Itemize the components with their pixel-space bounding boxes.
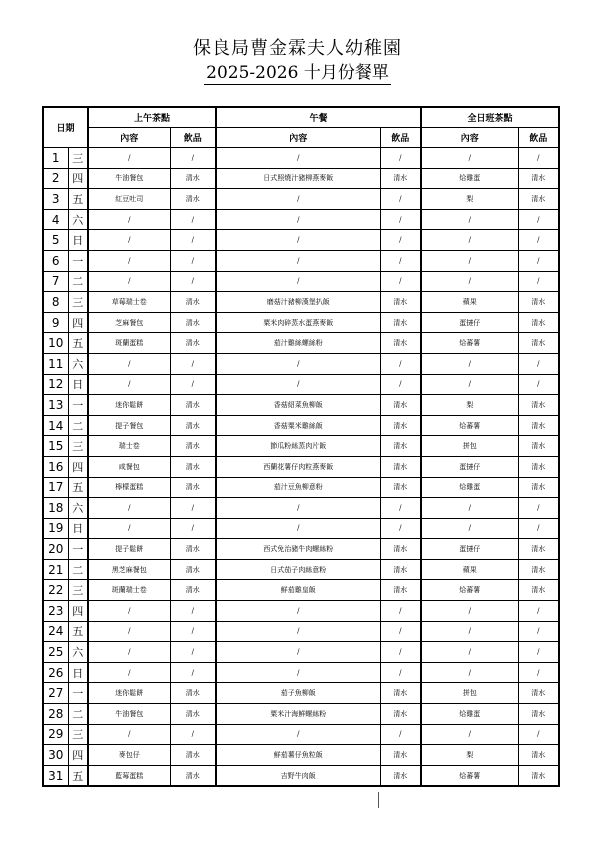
afternoon-snack-cell: / [421, 662, 518, 683]
weekday-cell: 四 [68, 312, 88, 333]
day-number-cell: 30 [43, 745, 68, 766]
day-number-cell: 4 [43, 209, 68, 230]
table-row [43, 601, 559, 622]
afternoon-snack-cell: / [421, 642, 518, 663]
day-number-cell: 14 [43, 415, 68, 436]
afternoon-snack-cell: / [421, 353, 518, 374]
lunch-drink-cell: / [380, 209, 421, 230]
morning-snack-cell: 迷你鬆餅 [88, 683, 170, 704]
weekday-cell: 二 [68, 271, 88, 292]
weekday-cell: 四 [68, 456, 88, 477]
morning-drink-cell: / [170, 148, 216, 169]
afternoon-snack-cell: / [421, 374, 518, 395]
page-title: 保良局曹金霖夫人幼稚園 [193, 38, 402, 59]
day-number-cell: 28 [43, 704, 68, 725]
table-row [43, 724, 559, 745]
afternoon-drink-cell: 清水 [518, 580, 559, 601]
footer-line [378, 792, 379, 808]
col-header-drink: 飲品 [170, 128, 216, 148]
morning-snack-cell: / [88, 724, 170, 745]
lunch-drink-cell: 清水 [380, 333, 421, 354]
lunch-dish-cell: 茄子魚柳飯 [216, 683, 380, 704]
lunch-dish-cell: / [216, 621, 380, 642]
table-row [43, 662, 559, 683]
afternoon-drink-cell: / [518, 271, 559, 292]
lunch-drink-cell: / [380, 374, 421, 395]
afternoon-drink-cell: / [518, 250, 559, 271]
morning-drink-cell: 清水 [170, 477, 216, 498]
lunch-dish-cell: 鮮茄薯仔魚粒飯 [216, 745, 380, 766]
menu-table [42, 106, 560, 787]
afternoon-snack-cell: 拼包 [421, 436, 518, 457]
day-number-cell: 12 [43, 374, 68, 395]
afternoon-drink-cell: 清水 [518, 189, 559, 210]
table-row [43, 477, 559, 498]
day-number-cell: 31 [43, 765, 68, 786]
morning-drink-cell: / [170, 250, 216, 271]
morning-snack-cell: 紅豆吐司 [88, 189, 170, 210]
afternoon-snack-cell: / [421, 148, 518, 169]
morning-drink-cell: 清水 [170, 395, 216, 416]
morning-drink-cell: 清水 [170, 559, 216, 580]
table-row [43, 333, 559, 354]
morning-snack-cell: 斑蘭蛋糕 [88, 333, 170, 354]
afternoon-drink-cell: 清水 [518, 745, 559, 766]
table-row [43, 539, 559, 560]
day-number-cell: 13 [43, 395, 68, 416]
morning-drink-cell: 清水 [170, 436, 216, 457]
weekday-cell: 日 [68, 662, 88, 683]
morning-drink-cell: / [170, 601, 216, 622]
day-number-cell: 27 [43, 683, 68, 704]
morning-snack-cell: 牛油餐包 [88, 704, 170, 725]
afternoon-drink-cell: / [518, 230, 559, 251]
morning-drink-cell: / [170, 498, 216, 519]
table-row [43, 209, 559, 230]
afternoon-drink-cell: 清水 [518, 559, 559, 580]
lunch-drink-cell: 清水 [380, 395, 421, 416]
table-row [43, 621, 559, 642]
afternoon-snack-cell: 梨 [421, 395, 518, 416]
weekday-cell: 四 [68, 745, 88, 766]
lunch-dish-cell: 磨菇汁豬柳漢堡扒飯 [216, 292, 380, 313]
weekday-cell: 三 [68, 580, 88, 601]
morning-drink-cell: 清水 [170, 189, 216, 210]
morning-drink-cell: 清水 [170, 745, 216, 766]
weekday-cell: 六 [68, 209, 88, 230]
table-row [43, 498, 559, 519]
group-header-lunch: 午餐 [216, 107, 421, 128]
lunch-dish-cell: 香菇紹菜魚柳飯 [216, 395, 380, 416]
afternoon-snack-cell: / [421, 209, 518, 230]
morning-drink-cell: / [170, 662, 216, 683]
afternoon-snack-cell: / [421, 230, 518, 251]
morning-snack-cell: 檸檬蛋糕 [88, 477, 170, 498]
afternoon-snack-cell: / [421, 601, 518, 622]
lunch-dish-cell: / [216, 662, 380, 683]
afternoon-drink-cell: / [518, 621, 559, 642]
lunch-dish-cell: / [216, 518, 380, 539]
afternoon-snack-cell: 烚蕃薯 [421, 333, 518, 354]
table-row [43, 148, 559, 169]
day-number-cell: 10 [43, 333, 68, 354]
table-header-columns [43, 128, 559, 148]
morning-snack-cell: 提子鬆餅 [88, 539, 170, 560]
table-row [43, 436, 559, 457]
lunch-drink-cell: 清水 [380, 745, 421, 766]
lunch-drink-cell: 清水 [380, 292, 421, 313]
weekday-cell: 四 [68, 168, 88, 189]
afternoon-drink-cell: 清水 [518, 415, 559, 436]
lunch-dish-cell: / [216, 209, 380, 230]
day-number-cell: 24 [43, 621, 68, 642]
day-number-cell: 20 [43, 539, 68, 560]
afternoon-snack-cell: 烚雞蛋 [421, 704, 518, 725]
day-number-cell: 8 [43, 292, 68, 313]
morning-snack-cell: / [88, 374, 170, 395]
lunch-drink-cell: / [380, 271, 421, 292]
weekday-cell: 一 [68, 250, 88, 271]
group-header-fullday-snack: 全日班茶點 [421, 107, 559, 128]
afternoon-snack-cell: 烚雞蛋 [421, 477, 518, 498]
afternoon-drink-cell: 清水 [518, 292, 559, 313]
table-row [43, 250, 559, 271]
afternoon-snack-cell: 烚雞蛋 [421, 168, 518, 189]
weekday-cell: 三 [68, 148, 88, 169]
col-header-content: 內容 [216, 128, 380, 148]
morning-snack-cell: / [88, 353, 170, 374]
morning-snack-cell: / [88, 498, 170, 519]
day-number-cell: 25 [43, 642, 68, 663]
lunch-drink-cell: / [380, 642, 421, 663]
afternoon-drink-cell: 清水 [518, 436, 559, 457]
morning-snack-cell: / [88, 250, 170, 271]
day-number-cell: 3 [43, 189, 68, 210]
lunch-dish-cell: / [216, 250, 380, 271]
col-header-content: 內容 [421, 128, 518, 148]
afternoon-drink-cell: 清水 [518, 333, 559, 354]
lunch-dish-cell: 香菇粟米雞絲飯 [216, 415, 380, 436]
day-number-cell: 5 [43, 230, 68, 251]
morning-drink-cell: / [170, 353, 216, 374]
weekday-cell: 一 [68, 539, 88, 560]
lunch-drink-cell: 清水 [380, 539, 421, 560]
afternoon-drink-cell: / [518, 642, 559, 663]
weekday-cell: 二 [68, 704, 88, 725]
table-row [43, 456, 559, 477]
morning-snack-cell: / [88, 230, 170, 251]
day-number-cell: 17 [43, 477, 68, 498]
table-row [43, 415, 559, 436]
weekday-cell: 日 [68, 374, 88, 395]
group-header-morning-snack: 上午茶點 [88, 107, 216, 128]
morning-drink-cell: 清水 [170, 765, 216, 786]
morning-drink-cell: / [170, 209, 216, 230]
afternoon-drink-cell: / [518, 601, 559, 622]
lunch-drink-cell: / [380, 148, 421, 169]
weekday-cell: 一 [68, 683, 88, 704]
lunch-drink-cell: 清水 [380, 456, 421, 477]
afternoon-drink-cell: 清水 [518, 704, 559, 725]
afternoon-snack-cell: 蘋果 [421, 559, 518, 580]
day-number-cell: 7 [43, 271, 68, 292]
lunch-drink-cell: 清水 [380, 704, 421, 725]
afternoon-snack-cell: 蛋撻仔 [421, 539, 518, 560]
day-number-cell: 2 [43, 168, 68, 189]
lunch-dish-cell: / [216, 642, 380, 663]
lunch-dish-cell: / [216, 189, 380, 210]
lunch-drink-cell: 清水 [380, 580, 421, 601]
lunch-drink-cell: / [380, 230, 421, 251]
table-row [43, 353, 559, 374]
table-row [43, 271, 559, 292]
lunch-dish-cell: 吉野牛肉飯 [216, 765, 380, 786]
afternoon-snack-cell: / [421, 271, 518, 292]
afternoon-drink-cell: / [518, 209, 559, 230]
weekday-cell: 三 [68, 436, 88, 457]
afternoon-drink-cell: 清水 [518, 765, 559, 786]
table-row [43, 312, 559, 333]
morning-snack-cell: 提子餐包 [88, 415, 170, 436]
morning-drink-cell: 清水 [170, 683, 216, 704]
afternoon-snack-cell: / [421, 621, 518, 642]
table-row [43, 518, 559, 539]
weekday-cell: 四 [68, 601, 88, 622]
day-number-cell: 19 [43, 518, 68, 539]
morning-drink-cell: / [170, 230, 216, 251]
morning-drink-cell: / [170, 621, 216, 642]
lunch-drink-cell: / [380, 724, 421, 745]
day-number-cell: 16 [43, 456, 68, 477]
subtitle-text: 2025-2026 十月份餐單 [206, 63, 389, 83]
lunch-drink-cell: / [380, 621, 421, 642]
afternoon-drink-cell: 清水 [518, 683, 559, 704]
afternoon-snack-cell: 梨 [421, 189, 518, 210]
day-number-cell: 15 [43, 436, 68, 457]
morning-snack-cell: 斑蘭瑞士卷 [88, 580, 170, 601]
lunch-dish-cell: / [216, 230, 380, 251]
lunch-drink-cell: / [380, 518, 421, 539]
morning-drink-cell: 清水 [170, 704, 216, 725]
lunch-dish-cell: / [216, 498, 380, 519]
table-row [43, 765, 559, 786]
afternoon-drink-cell: 清水 [518, 456, 559, 477]
table-row [43, 230, 559, 251]
morning-snack-cell: 芝麻餐包 [88, 312, 170, 333]
page-subtitle [0, 58, 595, 83]
weekday-cell: 日 [68, 230, 88, 251]
day-number-cell: 9 [43, 312, 68, 333]
morning-drink-cell: 清水 [170, 292, 216, 313]
lunch-dish-cell: / [216, 148, 380, 169]
col-header-content: 內容 [88, 128, 170, 148]
lunch-dish-cell: / [216, 601, 380, 622]
day-number-cell: 22 [43, 580, 68, 601]
table-row [43, 642, 559, 663]
table-row [43, 559, 559, 580]
morning-drink-cell: 清水 [170, 312, 216, 333]
day-number-cell: 29 [43, 724, 68, 745]
table-row [43, 292, 559, 313]
morning-snack-cell: / [88, 601, 170, 622]
day-number-cell: 11 [43, 353, 68, 374]
table-row [43, 168, 559, 189]
morning-drink-cell: 清水 [170, 539, 216, 560]
lunch-dish-cell: 茄汁雞絲螺絲粉 [216, 333, 380, 354]
morning-drink-cell: 清水 [170, 168, 216, 189]
afternoon-snack-cell: 烚蕃薯 [421, 580, 518, 601]
morning-drink-cell: / [170, 518, 216, 539]
morning-drink-cell: 清水 [170, 580, 216, 601]
table-row [43, 683, 559, 704]
lunch-drink-cell: / [380, 601, 421, 622]
morning-drink-cell: 清水 [170, 415, 216, 436]
afternoon-snack-cell: 拼包 [421, 683, 518, 704]
weekday-cell: 六 [68, 353, 88, 374]
morning-drink-cell: 清水 [170, 333, 216, 354]
lunch-dish-cell: 西蘭花薯仔肉粒燕麥飯 [216, 456, 380, 477]
day-number-cell: 6 [43, 250, 68, 271]
morning-snack-cell: / [88, 662, 170, 683]
col-header-drink: 飲品 [518, 128, 559, 148]
morning-snack-cell: 瑞士卷 [88, 436, 170, 457]
afternoon-drink-cell: / [518, 662, 559, 683]
morning-drink-cell: / [170, 642, 216, 663]
lunch-dish-cell: / [216, 353, 380, 374]
afternoon-snack-cell: / [421, 518, 518, 539]
morning-snack-cell: 黑芝麻餐包 [88, 559, 170, 580]
afternoon-snack-cell: 梨 [421, 745, 518, 766]
afternoon-drink-cell: 清水 [518, 168, 559, 189]
afternoon-drink-cell: / [518, 353, 559, 374]
weekday-cell: 三 [68, 724, 88, 745]
day-number-cell: 21 [43, 559, 68, 580]
lunch-dish-cell: / [216, 724, 380, 745]
lunch-dish-cell: 日式茄子肉絲意粉 [216, 559, 380, 580]
afternoon-snack-cell: 烚蕃薯 [421, 765, 518, 786]
table-row [43, 395, 559, 416]
morning-snack-cell: / [88, 148, 170, 169]
morning-snack-cell: 麥包仔 [88, 745, 170, 766]
lunch-drink-cell: / [380, 353, 421, 374]
morning-snack-cell: 藍莓蛋糕 [88, 765, 170, 786]
lunch-drink-cell: / [380, 189, 421, 210]
day-number-cell: 23 [43, 601, 68, 622]
morning-drink-cell: / [170, 271, 216, 292]
weekday-cell: 五 [68, 189, 88, 210]
afternoon-drink-cell: / [518, 148, 559, 169]
lunch-drink-cell: 清水 [380, 312, 421, 333]
morning-snack-cell: 迷你鬆餅 [88, 395, 170, 416]
morning-snack-cell: / [88, 642, 170, 663]
lunch-dish-cell: 西式免治豬牛肉螺絲粉 [216, 539, 380, 560]
weekday-cell: 一 [68, 395, 88, 416]
morning-snack-cell: / [88, 209, 170, 230]
afternoon-snack-cell: / [421, 498, 518, 519]
menu-table-body [43, 148, 559, 787]
lunch-drink-cell: 清水 [380, 415, 421, 436]
morning-drink-cell: / [170, 374, 216, 395]
afternoon-snack-cell: 蛋撻仔 [421, 312, 518, 333]
table-row [43, 580, 559, 601]
table-header-groups [43, 107, 559, 128]
lunch-dish-cell: / [216, 374, 380, 395]
lunch-dish-cell: 粟米汁海鮮螺絲粉 [216, 704, 380, 725]
lunch-drink-cell: 清水 [380, 477, 421, 498]
afternoon-drink-cell: / [518, 518, 559, 539]
table-row [43, 745, 559, 766]
morning-snack-cell: 咸餐包 [88, 456, 170, 477]
morning-snack-cell: 草莓瑞士卷 [88, 292, 170, 313]
lunch-dish-cell: 粟米肉碎蒸水蛋燕麥飯 [216, 312, 380, 333]
lunch-drink-cell: / [380, 498, 421, 519]
afternoon-drink-cell: 清水 [518, 539, 559, 560]
lunch-drink-cell: 清水 [380, 559, 421, 580]
lunch-drink-cell: / [380, 250, 421, 271]
lunch-drink-cell: 清水 [380, 436, 421, 457]
morning-snack-cell: / [88, 271, 170, 292]
col-header-drink: 飲品 [380, 128, 421, 148]
lunch-drink-cell: / [380, 662, 421, 683]
weekday-cell: 五 [68, 765, 88, 786]
table-row [43, 189, 559, 210]
weekday-cell: 二 [68, 415, 88, 436]
morning-snack-cell: 牛油餐包 [88, 168, 170, 189]
weekday-cell: 二 [68, 559, 88, 580]
lunch-dish-cell: 茄汁豆魚柳意粉 [216, 477, 380, 498]
weekday-cell: 五 [68, 333, 88, 354]
afternoon-snack-cell: / [421, 724, 518, 745]
morning-snack-cell: / [88, 518, 170, 539]
afternoon-drink-cell: / [518, 498, 559, 519]
day-number-cell: 1 [43, 148, 68, 169]
date-header: 日期 [43, 107, 88, 148]
lunch-dish-cell: / [216, 271, 380, 292]
afternoon-snack-cell: 烚蕃薯 [421, 415, 518, 436]
table-row [43, 704, 559, 725]
afternoon-drink-cell: / [518, 374, 559, 395]
afternoon-snack-cell: 蛋撻仔 [421, 456, 518, 477]
morning-drink-cell: / [170, 724, 216, 745]
afternoon-drink-cell: 清水 [518, 312, 559, 333]
weekday-cell: 三 [68, 292, 88, 313]
afternoon-drink-cell: 清水 [518, 477, 559, 498]
day-number-cell: 26 [43, 662, 68, 683]
weekday-cell: 六 [68, 642, 88, 663]
afternoon-drink-cell: / [518, 724, 559, 745]
morning-snack-cell: / [88, 621, 170, 642]
morning-drink-cell: 清水 [170, 456, 216, 477]
afternoon-snack-cell: 蘋果 [421, 292, 518, 313]
weekday-cell: 五 [68, 477, 88, 498]
day-number-cell: 18 [43, 498, 68, 519]
lunch-drink-cell: 清水 [380, 765, 421, 786]
table-row [43, 374, 559, 395]
afternoon-snack-cell: / [421, 250, 518, 271]
weekday-cell: 五 [68, 621, 88, 642]
afternoon-drink-cell: 清水 [518, 395, 559, 416]
weekday-cell: 日 [68, 518, 88, 539]
lunch-dish-cell: 日式照燒汁豬柳燕麥飯 [216, 168, 380, 189]
lunch-dish-cell: 鮮茄雞皇飯 [216, 580, 380, 601]
lunch-dish-cell: 節瓜粉絲蒸肉片飯 [216, 436, 380, 457]
lunch-drink-cell: 清水 [380, 168, 421, 189]
weekday-cell: 六 [68, 498, 88, 519]
lunch-drink-cell: 清水 [380, 683, 421, 704]
